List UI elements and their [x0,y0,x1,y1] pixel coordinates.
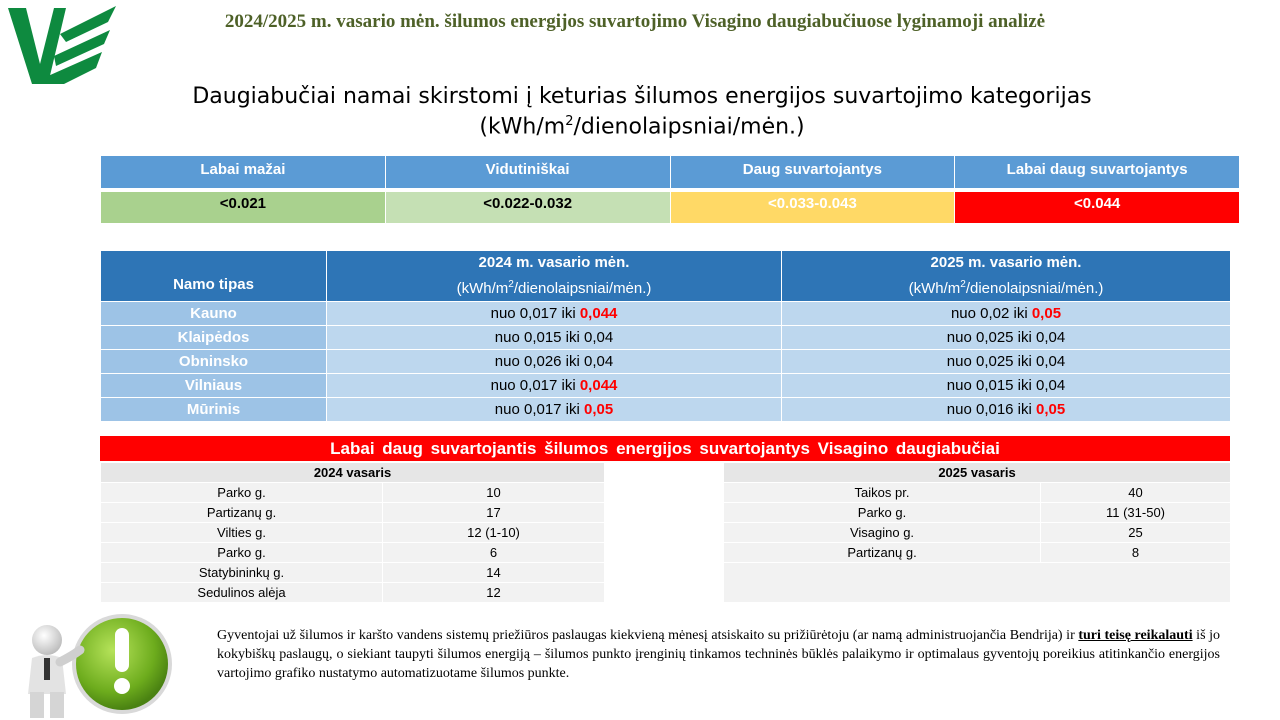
exclamation-icon [114,628,130,694]
house-type: Kauno [101,302,327,326]
house-number: 6 [383,543,605,563]
person-figure-icon [0,612,190,720]
column-header-type: Namo tipas [101,251,327,302]
subtitle-line-2: $(kWh/m^2/dienolaipsniai/mėn.)$ [479,114,805,140]
category-value: <0.033-0.043 [670,190,955,224]
value-2024: nuo 0,017 iki 0,044 [327,302,782,326]
table-row [101,374,1231,398]
category-value: <0.022-0.032 [385,190,670,224]
house-type: Klaipėdos [101,326,327,350]
ve-logo [8,4,120,88]
table-row [101,350,1231,374]
table-row [101,326,1231,350]
street-name: Partizanų g. [724,543,1041,563]
house-number: 14 [383,563,605,583]
blank-cell [724,563,1231,603]
street-name: Parko g. [724,503,1041,523]
value-2025: nuo 0,025 iki 0,04 [782,350,1231,374]
value-2024: nuo 0,017 iki 0,05 [327,398,782,422]
category-header: Labai mažai [101,156,386,190]
spacer [604,462,723,605]
table-row [101,543,605,563]
house-number: 12 [383,583,605,603]
column-header-2025: 2025 m. vasario mėn. $(kWh/m^2/dienolaipsniai/mėn.)$ [782,251,1231,302]
year-label-2024: 2024 vasaris [101,463,605,483]
comparison-table [100,250,1231,422]
info-note: Gyventojai už šilumos ir karšto vandens sistemų priežiūros paslaugas kiekvieną mėnesį atsiskaito su prižiūrėtoju (ar namą administruojančia Bendrija) ir turi teisę reikalauti iš jo kokybiškų paslaugų, o siekiant taupyti šilumos energiją – šilumos punkto įrenginių tinkamos techninės būklės palaikymo ir optimalaus gyventojų poreikius atitinkančio energijos vartojimo grafiko nustatymo automatizuotame šilumos punkte. [217,628,1221,681]
table-row [101,583,605,603]
year-label-2025: 2025 vasaris [724,463,1231,483]
street-name: Parko g. [101,543,383,563]
table-row [724,483,1231,503]
high-consumers-2024-table [100,462,605,603]
high-consumers-2025-table [723,462,1231,603]
table-row [101,523,605,543]
category-header: Labai daug suvartojantys [955,156,1240,190]
street-name: Taikos pr. [724,483,1041,503]
house-number: 40 [1041,483,1231,503]
table-row [724,503,1231,523]
house-number: 12 (1-10) [383,523,605,543]
table-row [724,543,1231,563]
house-type: Obninsko [101,350,327,374]
value-2025: nuo 0,025 iki 0,04 [782,326,1231,350]
street-name: Statybininkų g. [101,563,383,583]
category-header: Daug suvartojantys [670,156,955,190]
value-2024: nuo 0,015 iki 0,04 [327,326,782,350]
table-row [101,563,605,583]
subtitle [100,84,1184,139]
street-name: Parko g. [101,483,383,503]
street-name: Vilties g. [101,523,383,543]
high-consumers-title: Labai daug suvartojantis šilumos energijos suvartojantys Visagino daugiabučiai [100,436,1230,461]
table-row [724,523,1231,543]
table-row [101,483,605,503]
emphasis-text: turi teisę reikalauti [1078,628,1193,643]
house-number: 8 [1041,543,1231,563]
header-title: 2024/2025 m. vasario mėn. šilumos energijos suvartojimo Visagino daugiabučiuose lyginamoji analizė [224,11,1046,32]
house-type: Mūrinis [101,398,327,422]
street-name: Visagino g. [724,523,1041,543]
value-2025: nuo 0,015 iki 0,04 [782,374,1231,398]
house-number: 17 [383,503,605,523]
value-2025: nuo 0,02 iki 0,05 [782,302,1231,326]
category-value: <0.021 [101,190,386,224]
street-name: Partizanų g. [101,503,383,523]
house-number: 25 [1041,523,1231,543]
value-2024: nuo 0,017 iki 0,044 [327,374,782,398]
house-number: 11 (31-50) [1041,503,1231,523]
column-header-2024: 2024 m. vasario mėn. $(kWh/m^2/dienolaipsniai/mėn.)$ [327,251,782,302]
table-row [101,302,1231,326]
house-type: Vilniaus [101,374,327,398]
category-table [100,155,1240,224]
category-value: <0.044 [955,190,1240,224]
table-row [101,503,605,523]
table-row [101,398,1231,422]
house-number: 10 [383,483,605,503]
value-2025: nuo 0,016 iki 0,05 [782,398,1231,422]
value-2024: nuo 0,026 iki 0,04 [327,350,782,374]
subtitle-line-1: Daugiabučiai namai skirstomi į keturias šilumos energijos suvartojimo kategorijas [192,84,1092,109]
category-header: Vidutiniškai [385,156,670,190]
blank-row [724,563,1231,603]
street-name: Sedulinos alėja [101,583,383,603]
